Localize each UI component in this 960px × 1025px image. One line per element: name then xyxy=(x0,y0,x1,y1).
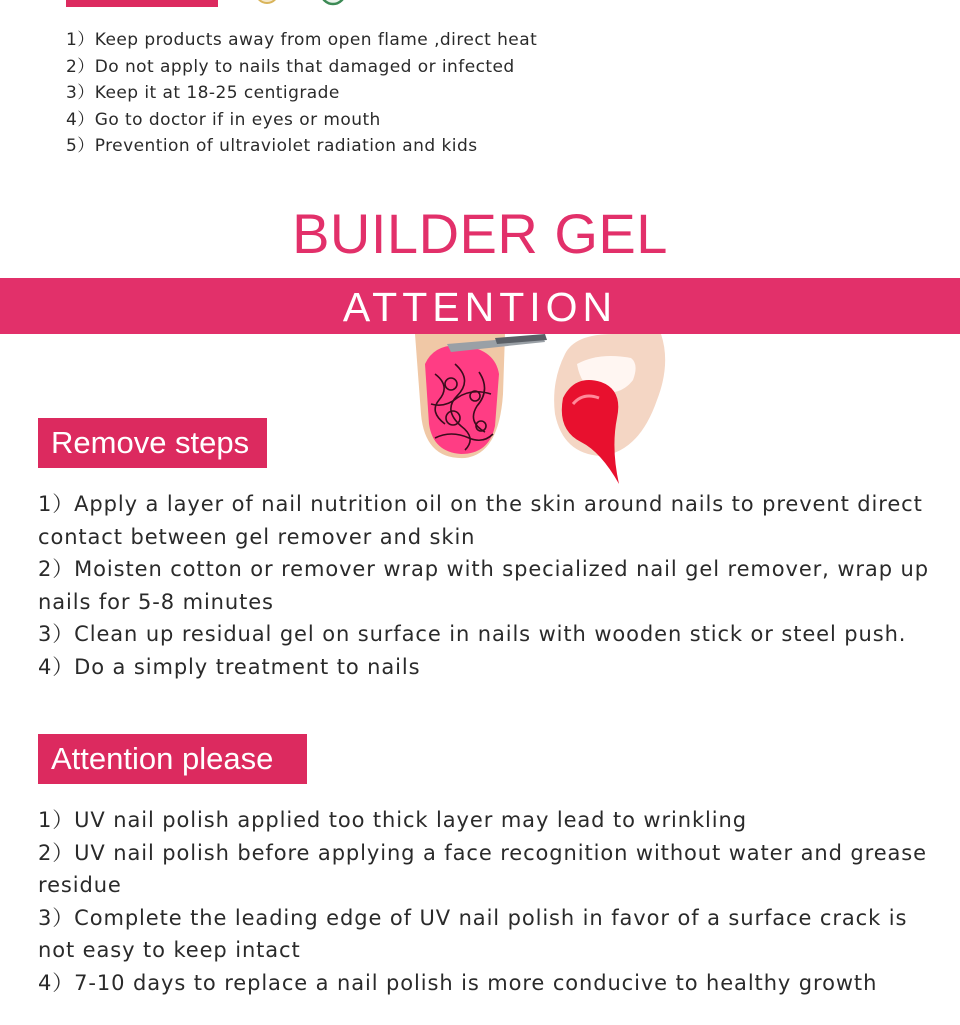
precautions-list xyxy=(66,27,537,160)
list-item: 2）UV nail polish before applying a face recognition without water and grease residue xyxy=(38,840,927,897)
nail-remover-illustration-icon xyxy=(395,334,685,490)
list-item: 4）Do a simply treatment to nails xyxy=(38,654,421,679)
attention-please-list xyxy=(38,804,938,999)
remove-steps-list xyxy=(38,488,938,683)
attention-banner xyxy=(0,278,960,334)
list-item: 4）7-10 days to replace a nail polish is more conducive to healthy growth xyxy=(38,970,878,995)
page-title: BUILDER GEL xyxy=(292,202,668,265)
list-item: 1）Apply a layer of nail nutrition oil on the skin around nails to prevent direct contact between gel remover and skin xyxy=(38,492,923,549)
list-item: 2）Do not apply to nails that damaged or infected xyxy=(66,56,515,77)
list-item: 2）Moisten cotton or remover wrap with specialized nail gel remover, wrap up nails for 5-8 minutes xyxy=(38,557,929,614)
remove-steps-heading: Remove steps xyxy=(38,418,267,468)
top-section-tag xyxy=(66,0,218,7)
attention-banner-label: ATTENTION xyxy=(342,284,618,330)
list-item: 3）Clean up residual gel on surface in nails with wooden stick or steel push. xyxy=(38,622,907,646)
certification-logos-icon xyxy=(245,0,435,8)
list-item: 1）UV nail polish applied too thick layer may lead to wrinkling xyxy=(38,808,747,832)
list-item: 3）Complete the leading edge of UV nail polish in favor of a surface crack is not easy to keep intact xyxy=(38,905,908,962)
list-item: 5）Prevention of ultraviolet radiation and kids xyxy=(66,136,478,157)
list-item: 4）Go to doctor if in eyes or mouth xyxy=(66,109,381,130)
list-item: 3）Keep it at 18-25 centigrade xyxy=(66,83,340,104)
attention-please-heading: Attention please xyxy=(38,734,307,784)
list-item: 1）Keep products away from open flame ,direct heat xyxy=(66,30,538,50)
